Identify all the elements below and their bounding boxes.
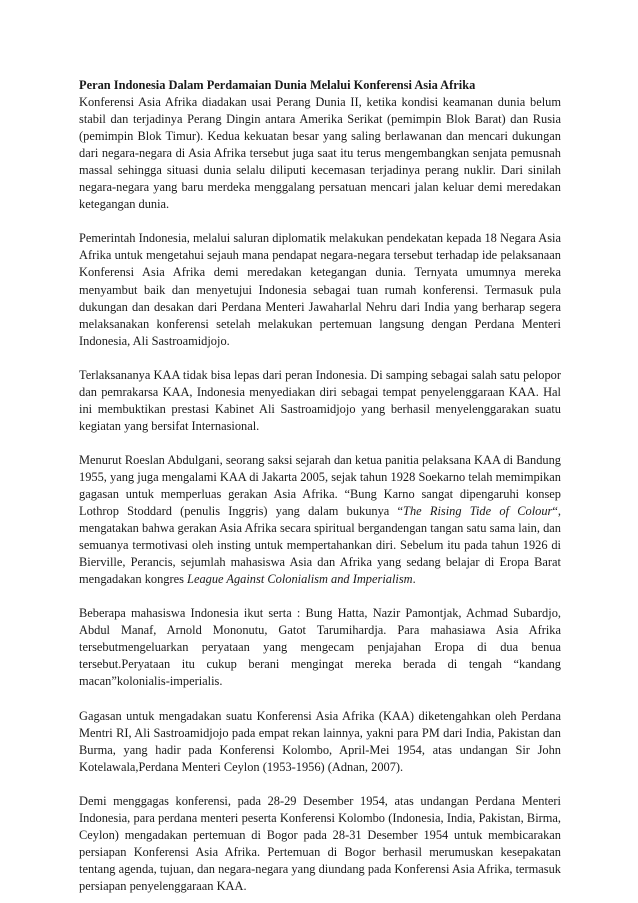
paragraph-2: Pemerintah Indonesia, melalui saluran diplomatik melakukan pendekatan kepada 18 Negara Asia Afrika untuk mengetahui sejauh mana pendapat negara-negara tersebut terhadap ide pelaksanaan Konferensi Asia Afrika demi meredakan ketegangan dunia. Ternyata umumnya mereka menyambut baik dan menyetujui Indonesia sebagai tuan rumah konferensi. Termasuk pula dukungan dan desakan dari Perdana Menteri Jawaharlal Nehru dari India yang berharap segera melaksanakan konferensi setelah melakukan pertemuan langsung dengan Perdana Menteri Indonesia, Ali Sastroamidjojo. (79, 231, 561, 348)
document-title: Peran Indonesia Dalam Perdamaian Dunia Melalui Konferensi Asia Afrika (79, 78, 476, 92)
paragraph-5: Beberapa mahasiswa Indonesia ikut serta : Bung Hatta, Nazir Pamontjak, Achmad Subardjo, Abdul Manaf, Arnold Mononutu, Gatot Tarumihardja. Para mahasiawa Asia Afrika tersebutmengeluarkan peryataan yang mengecam penjajahan Eropa di dua benua tersebut.Peryataan itu cukup berani mengingat mereka berada di tengah “kandang macan”kolonialis-imperialis. (79, 606, 561, 689)
paragraph-4 (79, 452, 561, 588)
paragraph-4-text-c: . (412, 572, 416, 587)
congress-name-italic: League Against Colonialism and Imperialism (187, 572, 413, 587)
paragraph-4-text-a: Menurut Roeslan Abdulgani, seorang saksi sejarah dan ketua panitia pelaksana KAA di Bandung 1955, yang juga mengalami KAA di Jakarta 2005, sejak tahun 1928 Soekarno telah memimpikan gagasan untuk memperluas gerakan Asia Afrika. “Bung Karno sangat dipengaruhi konsep Lothrop Stoddard (penulis Inggris) yang dalam bukunya “ (79, 452, 561, 519)
paragraph-6: Gagasan untuk mengadakan suatu Konferensi Asia Afrika (KAA) diketengahkan oleh Perdana Mentri RI, Ali Sastroamidjojo pada empat rekan lainnya, yakni para PM dari India, Pakistan dan Burma, yang hadir pada Konferensi Kolombo, April-Mei 1954, atas undangan Sir John Kotelawala,Perdana Menteri Ceylon (1953-1956) (Adnan, 2007). (79, 708, 561, 774)
document-page (79, 77, 561, 895)
paragraph-7: Demi menggagas konferensi, pada 28-29 Desember 1954, atas undangan Perdana Menteri Indonesia, para perdana menteri peserta Konferensi Kolombo (Indonesia, India, Pakistan, Birma, Ceylon) mengadakan pertemuan di Bogor pada 28-31 Desember 1954 untuk membicarakan persiapan Konferensi Asia Afrika. Pertemuan di Bogor berhasil merumuskan kesepakatan tentang agenda, tujuan, dan negara-negara yang diundang pada Konferensi Asia Afrika, termasuk persiapan penyelenggaraan KAA. (79, 793, 561, 893)
book-title-italic: The Rising Tide of Colour (403, 504, 553, 519)
paragraph-4-text-b: “, mengatakan bahwa gerakan Asia Afrika secara spiritual bergandengan tangan satu sama lain, dan semuanya termotivasi oleh insting untuk mempertahankan diri. Sebelum itu pada tahun 1926 di Bierville, Perancis, sejumlah mahasiswa Asia dan Afrika yang sedang belajar di Eropa Barat mengadakan kongres (79, 504, 561, 587)
paragraph-3: Terlaksananya KAA tidak bisa lepas dari peran Indonesia. Di samping sebagai salah satu pelopor dan pemrakarsa KAA, Indonesia menyediakan diri sebagai tempat penyelenggaraan KAA. Hal ini membuktikan prestasi Kabinet Ali Sastroamidjojo yang berhasil menyelenggarakan suatu kegiatan yang bersifat Internasional. (79, 367, 561, 433)
paragraph-1: Konferensi Asia Afrika diadakan usai Perang Dunia II, ketika kondisi keamanan dunia belum stabil dan terjadinya Perang Dingin antara Amerika Serikat (pemimpin Blok Barat) dan Rusia (pemimpin Blok Timur). Kedua kekuatan besar yang saling berlawanan dan mencari dukungan dari negara-negara di Asia Afrika tersebut juga saat itu terus mengembangkan senjata pemusnah massal sehingga situasi dunia selalu diliputi kecemasan terjadinya perang nuklir. Dari sinilah negara-negara yang baru merdeka menggalang persatuan mencari jalan keluar demi meredakan ketegangan dunia. (79, 95, 561, 212)
